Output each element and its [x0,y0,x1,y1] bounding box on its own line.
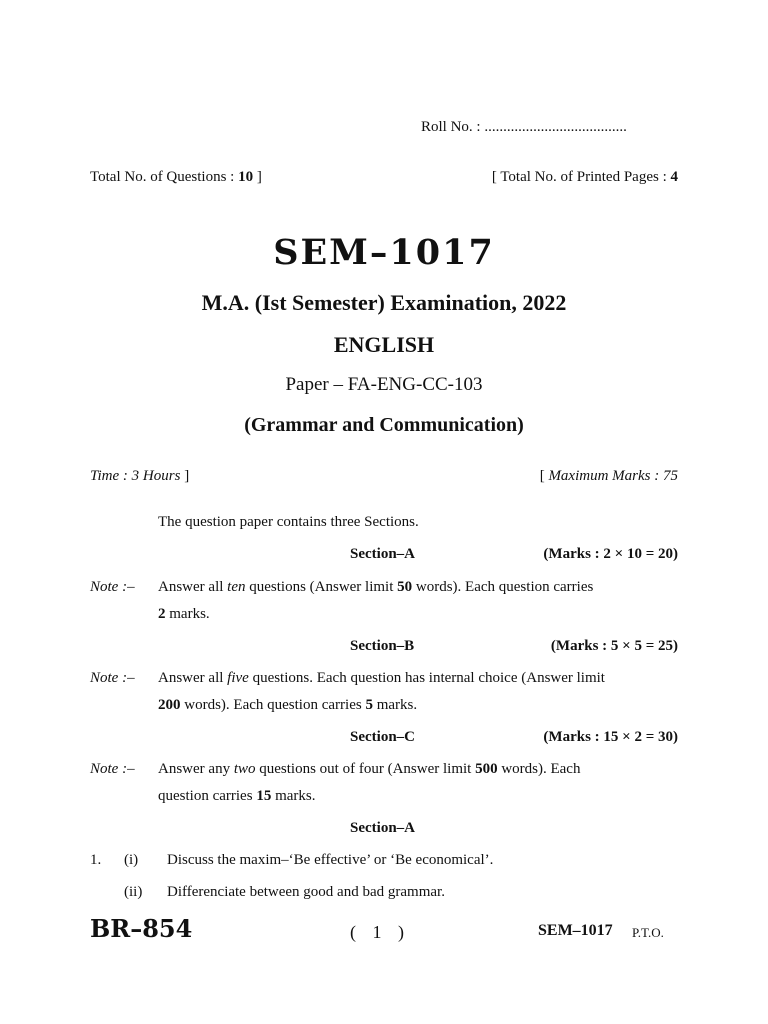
section-a-marks: (Marks : 2 × 10 = 20) [543,546,678,562]
paper-code-title: SEM–1017 [273,232,495,273]
section-c-marks: (Marks : 15 × 2 = 30) [543,729,678,745]
sub-question-text: Differenciate between good and bad grammar. [167,884,445,900]
section-c-note-line-1: Answer any two questions out of four (Answer limit 500 words). Each [158,761,581,777]
sub-question-text: Discuss the maxim–‘Be effective’ or ‘Be economical’. [167,852,494,868]
please-turn-over: P.T.O. [632,925,664,940]
questions-section-a-heading: Section–A [350,820,415,836]
time-label: Time : 3 Hours [90,468,181,484]
sub-question-number: (ii) [124,884,143,900]
footer-booklet-code: BR–854 [90,914,193,943]
section-b-heading: Section–B [350,638,415,654]
section-a-note-line-1: Answer all ten questions (Answer limit 50 words). Each question carries [158,579,594,595]
section-c-note-line-2: question carries 15 marks. [158,788,316,804]
paper-topic: (Grammar and Communication) [244,414,524,436]
maximum-marks: [ Maximum Marks : 75 [539,468,678,484]
total-questions-label: Total No. of Questions : [90,169,235,185]
note-label-a: Note :– [90,579,135,595]
note-label-c: Note :– [90,761,135,777]
section-a-heading: Section–A [350,546,415,562]
section-c-heading: Section–C [350,729,415,745]
section-b-note-line-2: 200 words). Each question carries 5 marks. [158,697,418,713]
instructions-intro: The question paper contains three Sections. [158,514,419,530]
question-number: 1. [90,852,102,868]
footer-paper-code: SEM–1017 [538,922,613,939]
total-pages [492,169,678,186]
roll-number-dots: ...................................... [484,119,627,135]
exam-title: M.A. (Ist Semester) Examination, 2022 [201,290,567,315]
total-pages-label: [ Total No. of Printed Pages : [491,169,667,185]
paper-code: Paper – FA-ENG-CC-103 [285,374,483,395]
note-label-b: Note :– [90,670,135,686]
roll-number-line [421,119,627,136]
time-allowed: Time : 3 Hours ] [90,468,190,484]
total-questions-value: 10 [238,169,254,185]
section-b-marks: (Marks : 5 × 5 = 25) [550,638,678,654]
section-b-note-line-1: Answer all five questions. Each question has internal choice (Answer limit [158,670,605,686]
total-questions: Total No. of Questions : 10 ] [90,169,262,185]
subject-title: ENGLISH [333,332,435,357]
page-number: ( 1 ) [350,922,404,942]
sub-question-number: (i) [124,852,139,868]
section-a-note-line-2: 2 marks. [158,606,210,622]
total-pages-value: 4 [670,169,678,185]
max-marks-label: Maximum Marks : 75 [548,468,678,484]
roll-number-label: Roll No. : [421,119,481,135]
